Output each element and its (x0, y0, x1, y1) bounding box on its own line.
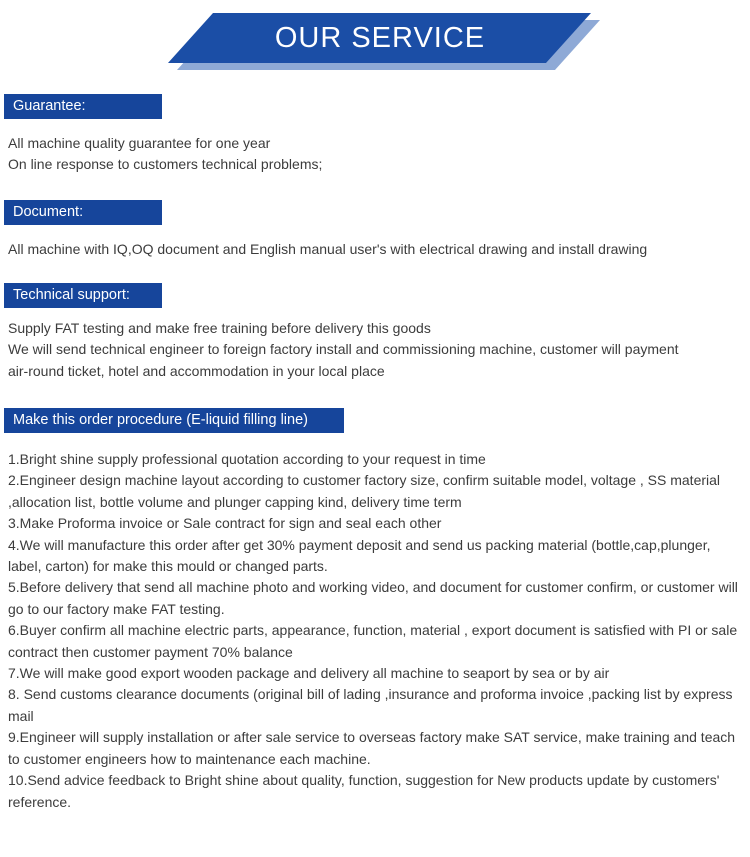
procedure-line: 4.We will manufacture this order after get 30% payment deposit and send us packing material (bottle,cap,plunger, (8, 536, 711, 553)
procedure-line: 3.Make Proforma invoice or Sale contract for sign and seal each other (8, 515, 442, 532)
section-heading-label: Make this order procedure (E-liquid filling line) (13, 412, 308, 428)
procedure-line: to customer engineers how to maintenance each machine. (8, 750, 371, 767)
procedure-line: 6.Buyer confirm all machine electric parts, appearance, function, material , export document is satisfied with PI or sale (8, 622, 738, 639)
procedure-line: 1.Bright shine supply professional quotation according to your request in time (8, 451, 486, 467)
procedure-line: label, carton) for make this mould or changed parts. (8, 558, 328, 575)
text-line: All machine with IQ,OQ document and English manual user's with electrical drawing and install drawing (8, 241, 648, 257)
procedure-line: 2.Engineer design machine layout according to customer factory size, confirm suitable model, voltage , SS material (8, 472, 721, 489)
order-procedure-list (8, 449, 738, 813)
procedure-line: go to our factory make FAT testing. (8, 600, 225, 617)
technical-support-text (8, 318, 679, 382)
procedure-line: 9.Engineer will supply installation or after sale service to overseas factory make SAT service, make training and teach (8, 729, 736, 746)
procedure-line: ,allocation list, bottle volume and plunger capping kind, delivery time term (8, 493, 462, 510)
procedure-line: 5.Before delivery that send all machine photo and working video, and document for customer confirm, or customer will (8, 579, 738, 596)
guarantee-text (8, 133, 322, 176)
document-text (8, 239, 647, 260)
section-heading-document (4, 200, 162, 225)
procedure-line: mail (8, 707, 34, 724)
text-line: We will send technical engineer to foreign factory install and commissioning machine, customer will payment (8, 341, 679, 358)
procedure-line: 10.Send advice feedback to Bright shine about quality, function, suggestion for New products update by customers' (8, 772, 720, 789)
text-line: Supply FAT testing and make free training before delivery this goods (8, 320, 431, 336)
section-heading-guarantee (4, 94, 162, 119)
text-line: On line response to customers technical problems; (8, 156, 323, 173)
procedure-line: contract then customer payment 70% balance (8, 643, 293, 660)
text-line: All machine quality guarantee for one year (8, 135, 271, 151)
procedure-line: reference. (8, 793, 72, 810)
section-heading-technical-support (4, 283, 162, 308)
section-heading-label: Technical support: (13, 287, 130, 303)
section-heading-label: Document: (13, 204, 84, 220)
procedure-line: 7.We will make good export wooden package and delivery all machine to seaport by sea or by air (8, 665, 610, 682)
section-heading-label: Guarantee: (13, 98, 86, 114)
section-heading-order-procedure (4, 408, 344, 433)
text-line: air-round ticket, hotel and accommodation in your local place (8, 362, 385, 379)
procedure-line: 8. Send customs clearance documents (original bill of lading ,insurance and proforma invoice ,packing list by express (8, 686, 733, 703)
banner-title: OUR SERVICE (274, 21, 486, 54)
